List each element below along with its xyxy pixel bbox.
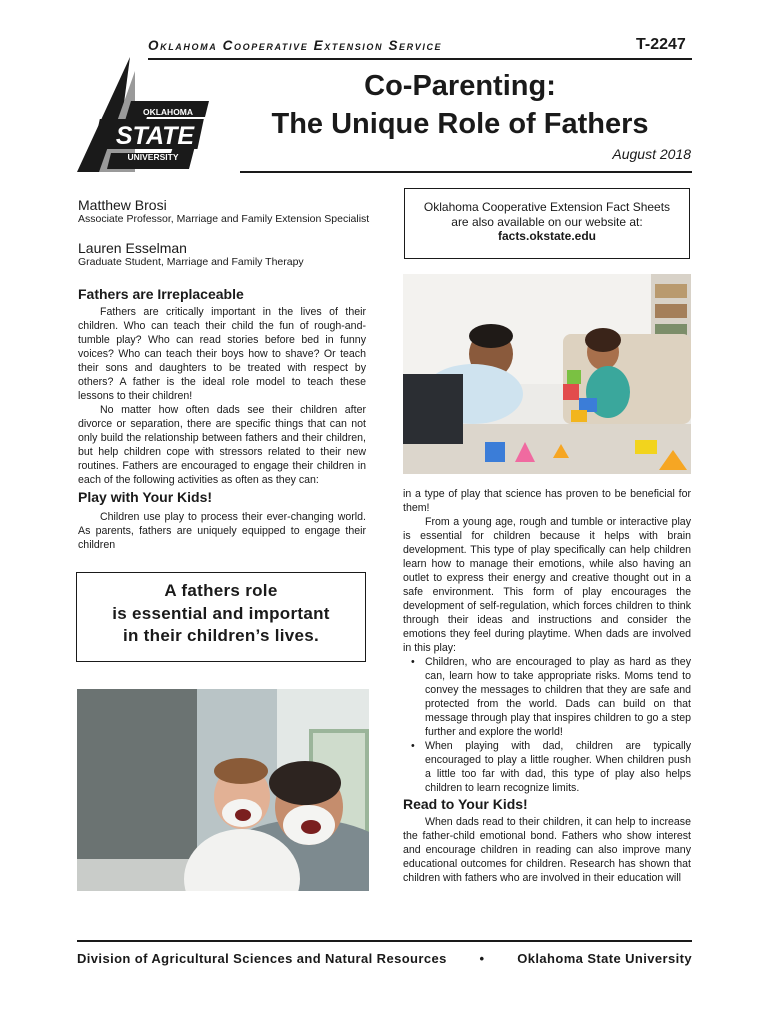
paragraph: From a young age, rough and tumble or interactive play is essential for children because it helps with brain development. This type of play specifically can help children learn how to manage their emotions, while also having an outlet to express their energy and creative thought out in a safe environment. This form of play encourages the development of self-regulation, which forces children to think through their ideas and instructions and consider the emotions they feel during playtime. When dads are involved in this play:	[403, 516, 691, 654]
logo-bottom-text: UNIVERSITY	[127, 152, 179, 162]
bullet-icon: •	[411, 740, 415, 752]
author-name: Lauren Esselman	[78, 240, 187, 256]
section-heading: Play with Your Kids!	[78, 489, 213, 505]
bullet-item	[411, 655, 691, 739]
factbox-line-1: Oklahoma Cooperative Extension Fact Sheets	[423, 200, 671, 214]
body-text-block	[403, 487, 691, 795]
title-rule	[240, 171, 692, 173]
section-heading: Fathers are Irreplaceable	[78, 286, 244, 302]
footer-separator: •	[479, 951, 485, 966]
bullet-list	[403, 655, 691, 795]
body-text-block	[78, 510, 366, 552]
paragraph: When dads read to their children, it can help to increase the father-child emotional bond. Fathers who show interest and encourage children in reading can also improve many educational outcomes for children. Research has shown that children with fathers who are involved in their education will	[403, 816, 691, 884]
bullet-text: Children, who are encouraged to play as hard as they can, learn how to take appropriate risks. Moms tend to convey the messages to children that they are safe and protected from the world. Dads can build on that message through play that inspires children to go a step further and explore the world!	[425, 656, 691, 738]
footer-rule	[77, 940, 692, 942]
author-title: Graduate Student, Marriage and Family Therapy	[78, 256, 304, 268]
publication-date: August 2018	[612, 146, 691, 162]
pull-quote-line: A fathers role	[164, 581, 278, 600]
bullet-icon: •	[411, 656, 415, 668]
header-rule	[148, 58, 692, 60]
section-heading: Read to Your Kids!	[403, 796, 528, 812]
factsheet-website-box	[404, 188, 690, 259]
author-name: Matthew Brosi	[78, 197, 167, 213]
paragraph: in a type of play that science has proven to be beneficial for them!	[403, 488, 691, 514]
footer-division: Division of Agricultural Sciences and Natural Resources	[77, 951, 447, 966]
pull-quote-line: in their children’s lives.	[122, 626, 320, 645]
fact-sheet-code: T-2247	[636, 36, 686, 53]
paragraph: No matter how often dads see their children after divorce or separation, there are specific things that can not only build the relationship between fathers and their children, but help children cope with stressors related to their new routines. Fathers are encouraged to engage their children in each of the following activities as often as they can:	[78, 404, 366, 486]
osu-logo	[73, 57, 225, 177]
title-line-1: Co-Parenting:	[364, 70, 556, 102]
body-text-block	[78, 305, 366, 487]
photo-father-daughter-playing	[403, 274, 691, 474]
paragraph: Fathers are critically important in the lives of their children. Who can teach their child the fun of rough-and-tumble play? Who can read stories before bed in funny voices? Who can teach their boys how to shave? Or teach their sons and daughters to be treated with respect by others? A father is the ideal role model to teach these lessons to their children!	[78, 306, 366, 402]
logo-top-text: OKLAHOMA	[142, 107, 194, 117]
pull-quote-box	[76, 572, 366, 662]
photo-father-son-shaving	[77, 689, 369, 891]
footer	[77, 951, 692, 966]
paragraph: Children use play to process their ever-changing world. As parents, fathers are uniquely equipped to engage their children	[78, 511, 366, 551]
title-line-2: The Unique Role of Fathers	[271, 108, 649, 140]
factbox-line-2: are also available on our website at:	[451, 214, 643, 229]
pull-quote-line: is essential and important	[112, 603, 330, 623]
extension-service-header: Oklahoma Cooperative Extension Service	[148, 38, 443, 53]
factbox-url-link[interactable]: facts.okstate.edu	[497, 229, 597, 243]
bullet-item	[411, 739, 691, 795]
logo-main-text: STATE	[115, 122, 195, 150]
body-text-block	[403, 815, 691, 885]
author-title: Associate Professor, Marriage and Family Extension Specialist	[78, 213, 370, 225]
footer-university: Oklahoma State University	[517, 951, 692, 966]
bullet-text: When playing with dad, children are typically encouraged to play a little rougher. When children push a little too far with dad, this type of play also helps children to learn recognize limits.	[425, 740, 691, 794]
